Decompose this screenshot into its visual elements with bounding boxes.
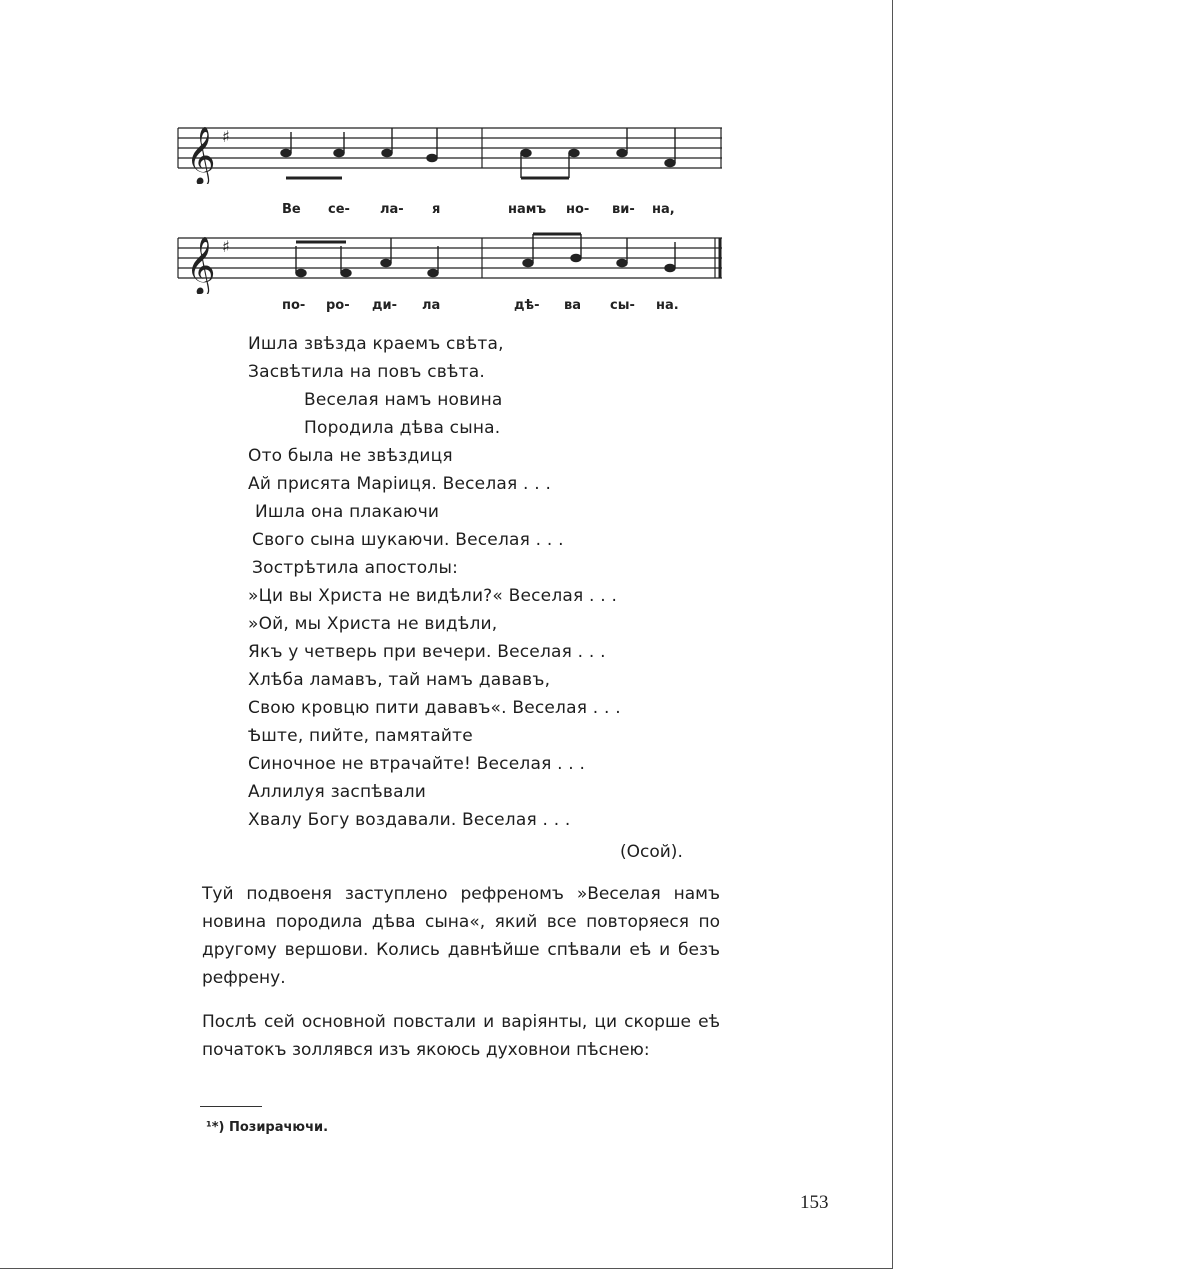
lyric-10: ро- [326,298,350,313]
lyric-8: на, [652,202,675,217]
verse-line: Веселая намъ новина [304,390,503,410]
lyric-13: дѣ- [514,298,540,313]
lyric-11: ди- [372,298,398,313]
lyric-7: ви- [612,202,635,217]
svg-text:𝄞: 𝄞 [186,126,216,184]
lyric-15: сы- [610,298,635,313]
verse-line: Аллилуя заспѣвали [248,782,427,802]
music-staff-1 [176,122,724,184]
footnote-divider [200,1106,262,1107]
page-number: 153 [800,1192,829,1213]
source-attribution: (Осой). [620,842,683,862]
verse-line: Хвалу Богу воздавали. Веселая . . . [248,810,571,830]
paragraph-2 [202,1008,720,1064]
verse-line: »Ой, мы Христа не видѣли, [248,614,498,634]
verse-line: Засвѣтила на повъ свѣта. [248,362,485,382]
paragraph-2-text: Послѣ сей основной повстали и варiянты, ци скорше еѣ початокъ золлявся изъ якоюсь духовнои пѣснею: [202,1012,720,1060]
lyric-16: на. [656,298,679,313]
music-staff-2 [176,232,724,294]
svg-text:𝄞: 𝄞 [186,236,216,294]
lyric-14: ва [564,298,581,313]
verse-line: Хлѣба ламавъ, тай намъ дававъ, [248,670,551,690]
lyric-1: Ве [282,202,301,217]
verse-line: Якъ у четверь при вечери. Веселая . . . [248,642,606,662]
verse-line: Синочное не втрачайте! Веселая . . . [248,754,586,774]
footnote: ¹*) Позирачючи. [206,1120,329,1135]
verse-line: Свою кровцю пити дававъ«. Веселая . . . [248,698,621,718]
lyric-2: се- [328,202,350,217]
svg-text:♯: ♯ [222,237,230,256]
verse-line: Ѣште, пийте, памятайте [248,726,473,746]
lyric-3: ла- [380,202,404,217]
lyric-5: намъ [508,202,547,217]
paragraph-1-text: Туй подвоеня заступлено рефреномъ »Веселая намъ новина породила дѣва сына«, який все повторяеся по другому вершови. Колись давнѣйше спѣвали еѣ и безъ рефрену. [202,884,720,988]
lyric-6: но- [566,202,590,217]
paragraph-1 [202,880,720,992]
staff-2-notation [176,232,724,294]
staff-1-notation [176,122,724,184]
lyric-12: ла [422,298,441,313]
verse-line: Ото была не звѣздиця [248,446,453,466]
verse-line: Ишла она плакаючи [255,502,440,522]
lyric-9: по- [282,298,306,313]
verse-line: Свого сына шукаючи. Веселая . . . [252,530,564,550]
verse-line: Ишла звѣзда краемъ свѣта, [248,334,504,354]
verse-line: »Ци вы Христа не видѣли?« Веселая . . . [248,586,618,606]
lyric-4: я [432,202,441,217]
verse-line: Ай присята Марiиця. Веселая . . . [248,474,552,494]
svg-text:♯: ♯ [222,127,230,146]
verse-line: Зострѣтила апостолы: [252,558,458,578]
verse-line: Породила дѣва сына. [304,418,501,438]
